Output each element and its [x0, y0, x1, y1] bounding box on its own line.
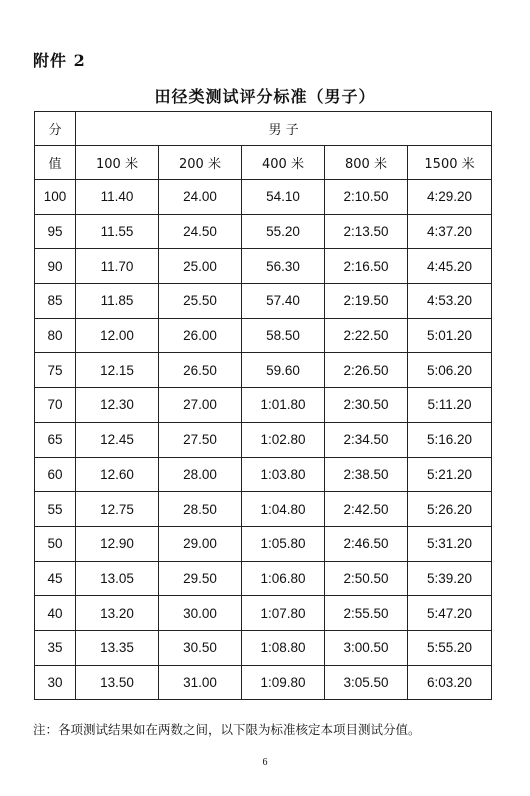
time-cell: 13.35	[76, 630, 159, 665]
time-cell: 1:01.80	[242, 388, 325, 423]
score-cell: 35	[35, 630, 76, 665]
table-body	[35, 180, 492, 700]
attachment-label: 附件 2	[33, 51, 86, 70]
time-cell: 1:07.80	[242, 596, 325, 631]
header-row-events	[35, 146, 492, 180]
time-cell: 1:03.80	[242, 457, 325, 492]
time-cell: 28.00	[159, 457, 242, 492]
time-cell: 12.00	[76, 318, 159, 353]
time-cell: 5:26.20	[408, 492, 492, 527]
time-cell: 27.00	[159, 388, 242, 423]
time-cell: 2:16.50	[325, 249, 408, 284]
time-cell: 57.40	[242, 284, 325, 319]
time-cell: 5:06.20	[408, 353, 492, 388]
time-cell: 12.30	[76, 388, 159, 423]
event-header: 200 米	[159, 146, 242, 180]
time-cell: 29.50	[159, 561, 242, 596]
time-cell: 13.20	[76, 596, 159, 631]
time-cell: 2:34.50	[325, 422, 408, 457]
time-cell: 6:03.20	[408, 665, 492, 700]
time-cell: 12.75	[76, 492, 159, 527]
time-cell: 12.15	[76, 353, 159, 388]
time-cell: 5:39.20	[408, 561, 492, 596]
time-cell: 2:13.50	[325, 214, 408, 249]
score-cell: 75	[35, 353, 76, 388]
table-row	[35, 596, 492, 631]
table-row	[35, 249, 492, 284]
score-cell: 30	[35, 665, 76, 700]
time-cell: 26.00	[159, 318, 242, 353]
time-cell: 56.30	[242, 249, 325, 284]
page-title: 田径类测试评分标准（男子）	[154, 87, 376, 106]
time-cell: 1:05.80	[242, 526, 325, 561]
table-row	[35, 284, 492, 319]
table-row	[35, 318, 492, 353]
table-row	[35, 388, 492, 423]
time-cell: 11.85	[76, 284, 159, 319]
time-cell: 1:09.80	[242, 665, 325, 700]
score-cell: 45	[35, 561, 76, 596]
time-cell: 5:11.20	[408, 388, 492, 423]
time-cell: 1:08.80	[242, 630, 325, 665]
score-cell: 95	[35, 214, 76, 249]
time-cell: 4:53.20	[408, 284, 492, 319]
score-cell: 70	[35, 388, 76, 423]
table-row	[35, 561, 492, 596]
table-row	[35, 422, 492, 457]
time-cell: 25.00	[159, 249, 242, 284]
page-number: 6	[262, 757, 268, 768]
score-cell: 60	[35, 457, 76, 492]
time-cell: 55.20	[242, 214, 325, 249]
time-cell: 31.00	[159, 665, 242, 700]
time-cell: 2:19.50	[325, 284, 408, 319]
scoring-table	[34, 111, 492, 700]
time-cell: 4:37.20	[408, 214, 492, 249]
time-cell: 12.45	[76, 422, 159, 457]
score-cell: 100	[35, 180, 76, 215]
time-cell: 25.50	[159, 284, 242, 319]
time-cell: 11.40	[76, 180, 159, 215]
score-cell: 85	[35, 284, 76, 319]
time-cell: 2:42.50	[325, 492, 408, 527]
score-header-bottom: 值	[35, 146, 76, 180]
table-row	[35, 353, 492, 388]
time-cell: 26.50	[159, 353, 242, 388]
time-cell: 29.00	[159, 526, 242, 561]
event-header: 800 米	[325, 146, 408, 180]
time-cell: 4:29.20	[408, 180, 492, 215]
time-cell: 5:47.20	[408, 596, 492, 631]
time-cell: 1:04.80	[242, 492, 325, 527]
score-cell: 80	[35, 318, 76, 353]
time-cell: 2:26.50	[325, 353, 408, 388]
score-cell: 65	[35, 422, 76, 457]
score-cell: 40	[35, 596, 76, 631]
time-cell: 12.90	[76, 526, 159, 561]
time-cell: 5:55.20	[408, 630, 492, 665]
table-row	[35, 214, 492, 249]
time-cell: 24.00	[159, 180, 242, 215]
header-row-group	[35, 112, 492, 146]
time-cell: 5:01.20	[408, 318, 492, 353]
time-cell: 11.55	[76, 214, 159, 249]
time-cell: 1:02.80	[242, 422, 325, 457]
footnote: 注：各项测试结果如在两数之间，以下限为标准核定本项目测试分值。	[33, 722, 421, 737]
score-cell: 90	[35, 249, 76, 284]
time-cell: 11.70	[76, 249, 159, 284]
time-cell: 28.50	[159, 492, 242, 527]
time-cell: 3:00.50	[325, 630, 408, 665]
time-cell: 12.60	[76, 457, 159, 492]
table-row	[35, 526, 492, 561]
time-cell: 59.60	[242, 353, 325, 388]
time-cell: 54.10	[242, 180, 325, 215]
time-cell: 27.50	[159, 422, 242, 457]
time-cell: 2:22.50	[325, 318, 408, 353]
time-cell: 2:30.50	[325, 388, 408, 423]
table-row	[35, 180, 492, 215]
time-cell: 13.50	[76, 665, 159, 700]
time-cell: 5:31.20	[408, 526, 492, 561]
time-cell: 30.50	[159, 630, 242, 665]
table-row	[35, 630, 492, 665]
score-header-top: 分	[35, 112, 76, 146]
time-cell: 2:10.50	[325, 180, 408, 215]
time-cell: 58.50	[242, 318, 325, 353]
score-cell: 55	[35, 492, 76, 527]
event-header: 1500 米	[408, 146, 492, 180]
time-cell: 5:21.20	[408, 457, 492, 492]
table-row	[35, 665, 492, 700]
table-row	[35, 457, 492, 492]
time-cell: 3:05.50	[325, 665, 408, 700]
time-cell: 2:50.50	[325, 561, 408, 596]
group-header: 男 子	[76, 112, 492, 146]
time-cell: 13.05	[76, 561, 159, 596]
time-cell: 2:46.50	[325, 526, 408, 561]
event-header: 400 米	[242, 146, 325, 180]
table-row	[35, 492, 492, 527]
time-cell: 2:38.50	[325, 457, 408, 492]
time-cell: 30.00	[159, 596, 242, 631]
time-cell: 24.50	[159, 214, 242, 249]
score-cell: 50	[35, 526, 76, 561]
time-cell: 4:45.20	[408, 249, 492, 284]
time-cell: 5:16.20	[408, 422, 492, 457]
time-cell: 1:06.80	[242, 561, 325, 596]
time-cell: 2:55.50	[325, 596, 408, 631]
event-header: 100 米	[76, 146, 159, 180]
